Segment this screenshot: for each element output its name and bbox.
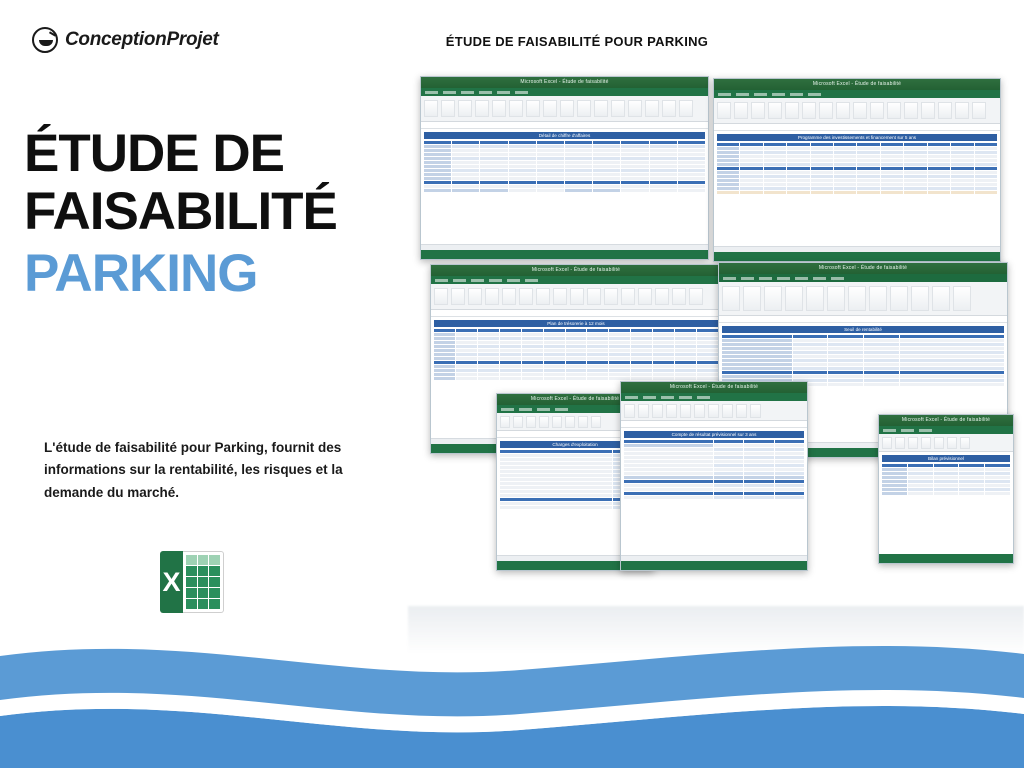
excel-logo — [160, 551, 224, 613]
hero-accent: PARKING — [24, 243, 258, 303]
formula-bar[interactable] — [714, 124, 1000, 131]
page-title-text: ÉTUDE DE FAISABILITÉ POUR PARKING — [445, 34, 709, 49]
sheet-area[interactable] — [621, 428, 807, 571]
formula-bar[interactable] — [431, 310, 721, 317]
window-titlebar: Microsoft Excel - Étude de faisabilité — [714, 79, 1000, 90]
ribbon-toolbar[interactable] — [431, 284, 721, 310]
sheet-grid — [717, 143, 997, 194]
window-chiffre-affaires[interactable] — [420, 76, 709, 260]
ribbon-tabs[interactable] — [621, 393, 807, 401]
ribbon-toolbar[interactable] — [719, 282, 1007, 316]
ribbon-toolbar[interactable] — [879, 434, 1013, 452]
window-titlebar: Microsoft Excel - Étude de faisabilité — [719, 263, 1007, 274]
window-titlebar: Microsoft Excel - Étude de faisabilité — [421, 77, 708, 88]
sheet-grid — [624, 440, 804, 499]
ribbon-tabs[interactable] — [719, 274, 1007, 282]
screenshot-collage — [408, 66, 1024, 606]
window-titlebar: Microsoft Excel - Étude de faisabilité — [621, 382, 807, 393]
hero-line-1: ÉTUDE DE — [24, 124, 284, 183]
sheet-title: Bilan prévisionnel — [882, 455, 1010, 462]
excel-logo-grid — [183, 551, 224, 613]
ribbon-toolbar[interactable] — [714, 98, 1000, 124]
ribbon-tabs[interactable] — [879, 426, 1013, 434]
hero-description: L'étude de faisabilité pour Parking, fournit des informations sur la rentabilité, les risques et la demande du marché. — [44, 440, 343, 500]
brand-name: ConceptionProjet — [65, 29, 219, 50]
status-bar — [714, 252, 1000, 261]
sheet-title: Détail de chiffre d'affaires — [424, 132, 705, 139]
wave-band-lower — [0, 706, 1024, 768]
formula-bar[interactable] — [621, 421, 807, 428]
sheet-area[interactable] — [879, 452, 1013, 564]
sheet-grid — [722, 335, 1004, 386]
status-bar — [879, 554, 1013, 563]
window-titlebar: Microsoft Excel - Étude de faisabilité — [431, 265, 721, 276]
excel-logo-letter: X — [160, 551, 183, 613]
sheet-grid — [434, 329, 718, 380]
ribbon-tabs[interactable] — [431, 276, 721, 284]
window-compte-resultat[interactable] — [620, 381, 808, 571]
page-title — [0, 34, 1024, 49]
sheet-title: Plan de trésorerie à 12 mois — [434, 320, 718, 327]
hero-heading — [24, 125, 404, 302]
sheet-title: Compte de résultat prévisionnel sur 3 ans — [624, 431, 804, 438]
ribbon-tabs[interactable] — [421, 88, 708, 96]
ribbon-toolbar[interactable] — [621, 401, 807, 421]
formula-bar[interactable] — [719, 316, 1007, 323]
status-bar — [421, 250, 708, 259]
sheet-title: Programme des investissements et financement sur 5 ans — [717, 134, 997, 141]
sheet-title: Charges d'exploitation — [500, 441, 650, 448]
window-investissements[interactable] — [713, 78, 1001, 262]
hero-line-2: FAISABILITÉ — [24, 181, 337, 241]
sheet-title: Seuil de rentabilité — [722, 326, 1004, 333]
ribbon-toolbar[interactable] — [421, 96, 708, 122]
window-titlebar: Microsoft Excel - Étude de faisabilité — [879, 415, 1013, 426]
status-bar — [621, 561, 807, 570]
window-bilan-previsionnel[interactable] — [878, 414, 1014, 564]
sheet-area[interactable] — [714, 131, 1000, 262]
sheet-grid — [424, 141, 705, 192]
window-titlebar: Microsoft Excel - Étude de faisabilité — [497, 394, 653, 405]
ribbon-tabs[interactable] — [714, 90, 1000, 98]
sheet-area[interactable] — [421, 129, 708, 260]
footer-wave-decoration — [0, 628, 1024, 768]
formula-bar[interactable] — [421, 122, 708, 129]
sheet-grid — [882, 464, 1010, 495]
